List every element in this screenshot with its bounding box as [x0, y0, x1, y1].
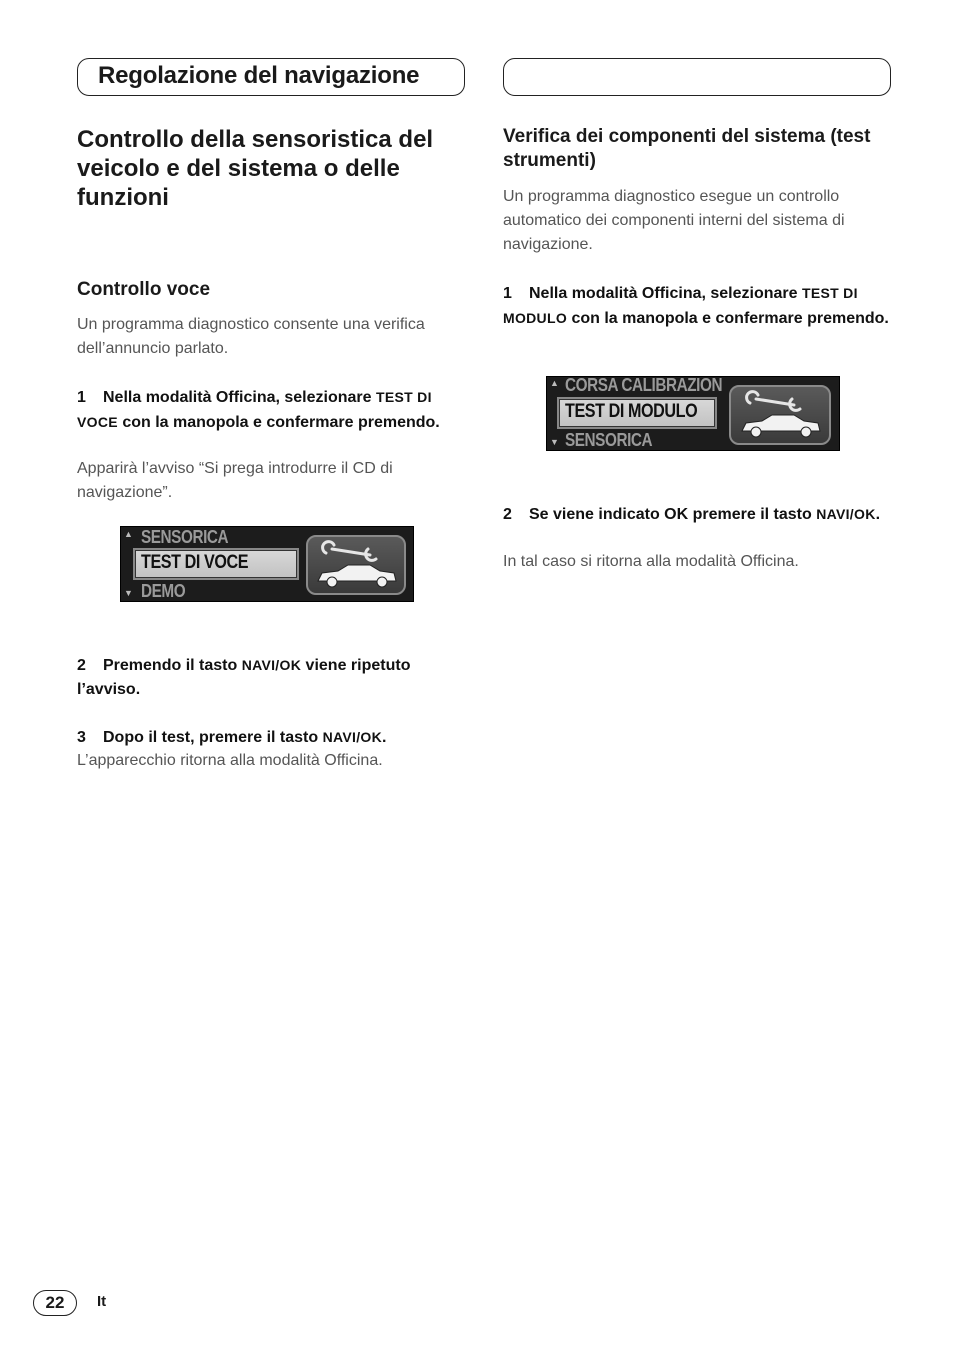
step-number: 3 — [77, 729, 86, 746]
step-number: 1 — [503, 285, 512, 302]
step-text: Dopo il test, premere il tasto — [103, 729, 323, 746]
triangle-up-icon: ▲ — [124, 529, 133, 539]
system-check-intro: Un programma diagnostico esegue un controllo automatico dei componenti interni del sistema di navigazione. — [503, 188, 845, 253]
voice-check-intro: Un programma diagnostico consente una verifica dell’annuncio parlato. — [77, 316, 425, 357]
display-selected-label: TEST DI VOCE — [141, 552, 249, 573]
system-step-2 — [503, 502, 895, 527]
step-text: viene ripetuto l’avviso. — [77, 657, 411, 698]
wrench-car-icon — [306, 535, 406, 595]
display-line-top: SENSORICA — [141, 527, 229, 547]
display-line-bottom: SENSORICA — [565, 430, 653, 450]
step-text: con la manopola e confermare premendo. — [117, 414, 440, 431]
voice-step-3 — [77, 725, 469, 750]
step-text: Nella modalità Officina, selezionare — [103, 389, 376, 406]
subheading-system-check: Verifica dei componenti del sistema (test strumenti) — [503, 126, 871, 171]
system-step-1 — [503, 281, 895, 331]
voice-step-3-note: L’apparecchio ritorna alla modalità Officina. — [77, 752, 383, 769]
step-text: . — [382, 729, 387, 746]
wrench-car-icon — [729, 385, 831, 445]
section-header-right — [503, 58, 891, 96]
step-text: Nella modalità Officina, selezionare — [529, 285, 802, 302]
voice-step-2 — [77, 653, 469, 702]
section-header-left — [77, 58, 465, 96]
subheading-voice-check: Controllo voce — [77, 279, 211, 300]
step-text: con la manopola e confermare premendo. — [567, 310, 889, 327]
step-number: 2 — [503, 506, 512, 523]
step-text: . — [875, 506, 881, 523]
menu-key: TEST DI MODULO — [503, 285, 858, 326]
triangle-up-icon: ▲ — [550, 378, 559, 388]
step-number: 2 — [77, 657, 86, 674]
display-selected-item — [557, 397, 717, 429]
step-text: Premendo il tasto — [103, 657, 242, 674]
section-title: Regolazione del navigazione — [98, 62, 420, 89]
display-selected-label: TEST DI MODULO — [565, 401, 698, 422]
step-number: 1 — [77, 389, 86, 406]
triangle-down-icon: ▼ — [124, 588, 133, 598]
main-heading: Controllo della sensoristica del veicolo e del sistema o delle funzioni — [77, 126, 434, 211]
display-line-bottom: DEMO — [141, 581, 186, 601]
key-navi-ok: NAVI/OK — [322, 729, 383, 745]
voice-step-1-note: Apparirà l’avviso “Si prega introdurre il CD di navigazione”. — [77, 460, 393, 501]
display-line-top: CORSA CALIBRAZION — [565, 376, 723, 395]
display-test-module — [546, 376, 840, 451]
menu-key: TEST DI VOCE — [77, 389, 432, 430]
triangle-down-icon: ▼ — [550, 437, 559, 447]
key-navi-ok: NAVI/OK — [816, 506, 876, 522]
voice-step-1 — [77, 385, 467, 435]
language-code: It — [97, 1293, 107, 1310]
page-number: 22 — [33, 1290, 77, 1316]
system-step-2-note: In tal caso si ritorna alla modalità Officina. — [503, 553, 799, 570]
key-navi-ok: NAVI/OK — [241, 657, 302, 673]
display-test-voice — [120, 526, 414, 602]
step-text: Se viene indicato OK premere il tasto — [529, 506, 817, 523]
display-selected-item — [133, 548, 299, 580]
